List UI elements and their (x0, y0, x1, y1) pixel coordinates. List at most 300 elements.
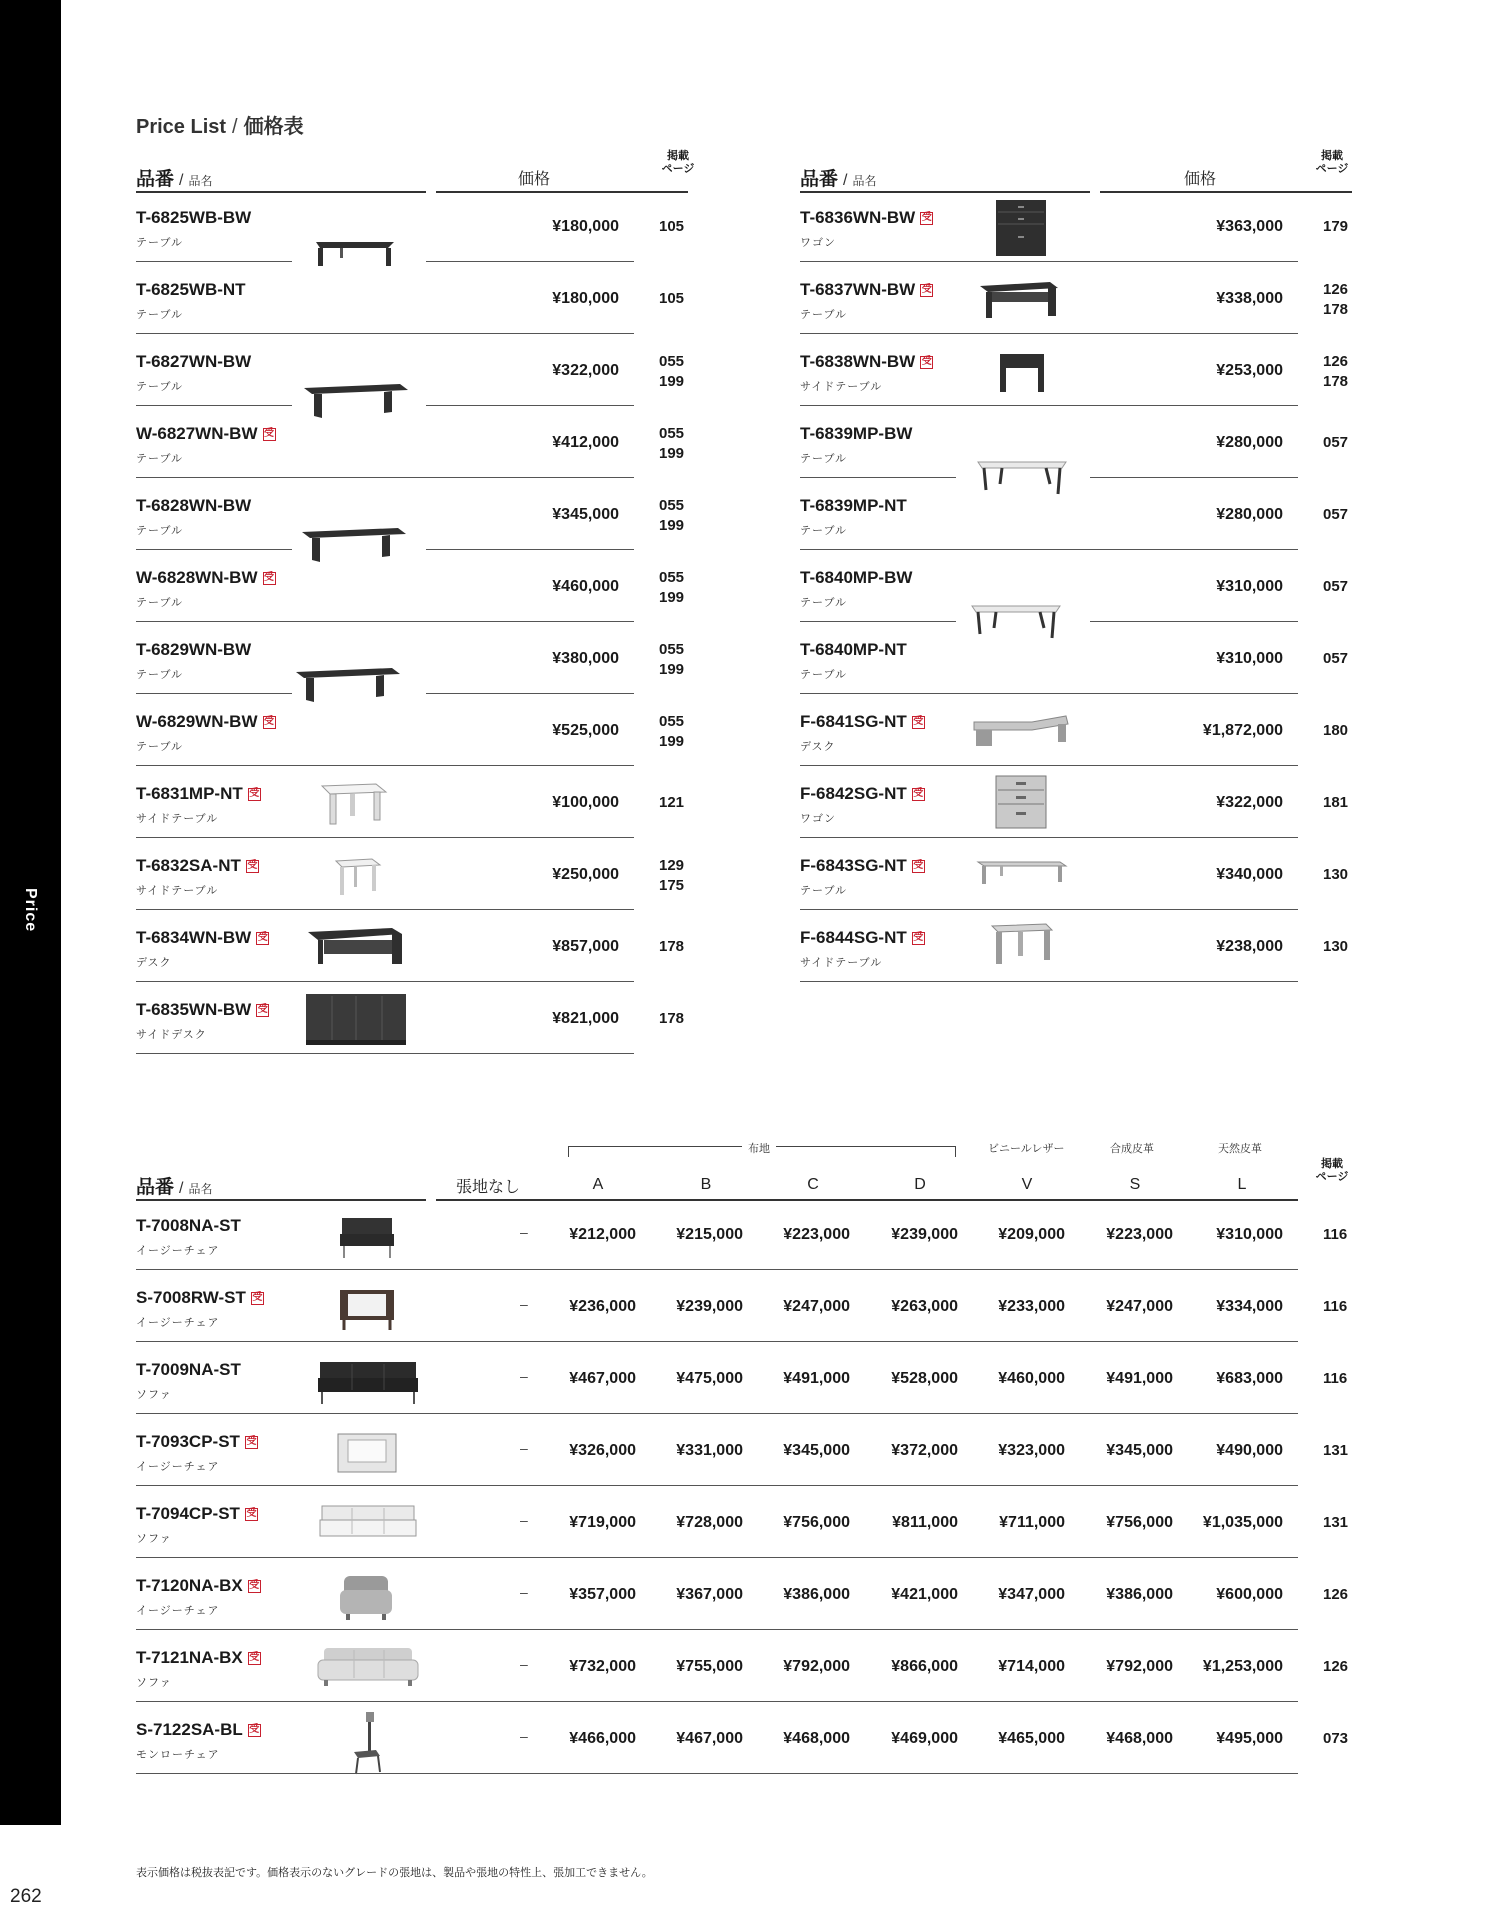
row-divider (136, 477, 634, 478)
order-badge-icon: 受 (264, 428, 274, 439)
row-divider (136, 765, 634, 766)
product-image (310, 236, 400, 275)
title-slash: / (232, 116, 238, 138)
product-code-text: T-7121NA-BX (136, 1648, 243, 1667)
product-code (800, 640, 907, 660)
order-badge-icon: 受 (921, 356, 932, 367)
product-code-text: T-6839MP-BW (800, 424, 913, 443)
product-image (316, 1644, 420, 1695)
product-name: イージーチェア (136, 1317, 220, 1329)
price-value: ¥412,000 (552, 434, 619, 451)
grade-price: ¥491,000 (783, 1370, 850, 1387)
page-ref: 199 (659, 733, 685, 750)
header-page (1310, 1158, 1354, 1184)
product-code (136, 1216, 241, 1236)
product-image (346, 1710, 386, 1781)
grade-price: ¥711,000 (999, 1514, 1065, 1531)
page-ref: 126 (1323, 353, 1349, 370)
header-price: 価格 (1184, 171, 1217, 188)
product-image (336, 1284, 398, 1339)
product-code-text: T-7009NA-ST (136, 1360, 241, 1379)
product-code (136, 1576, 261, 1596)
product-code (136, 1288, 264, 1308)
product-code-text: T-6840MP-BW (800, 568, 913, 587)
grade-price: ¥247,000 (1106, 1298, 1173, 1315)
grade-price: ¥683,000 (1216, 1370, 1283, 1387)
grade-price: ¥755,000 (676, 1658, 743, 1675)
order-badge-icon: 受 (257, 1004, 268, 1015)
header-name: 品名 (188, 174, 213, 188)
product-code-text: T-7120NA-BX (136, 1576, 243, 1595)
grade-column-header: D (914, 1176, 926, 1193)
title-ja: 価格表 (243, 116, 304, 138)
page-refs (1323, 721, 1348, 741)
product-name: テーブル (800, 597, 848, 609)
price-value: ¥345,000 (552, 506, 619, 523)
row-divider (800, 621, 956, 622)
order-badge-icon: 受 (913, 788, 924, 799)
page-ref: 057 (1323, 578, 1349, 595)
product-code-text: F-6843SG-NT (800, 856, 907, 875)
header-code: 品番 (136, 169, 175, 190)
product-code (800, 784, 925, 804)
row-divider (1090, 621, 1298, 622)
price-value: ¥180,000 (552, 218, 619, 235)
row-divider (136, 981, 634, 982)
product-name: デスク (136, 957, 172, 969)
grade-price: ¥310,000 (1216, 1226, 1283, 1243)
grade-column-header: S (1129, 1176, 1141, 1193)
page-refs (659, 217, 684, 237)
product-name: ソファ (136, 1533, 172, 1545)
grade-price: ¥811,000 (892, 1514, 958, 1531)
grade-price: ¥239,000 (891, 1226, 958, 1243)
product-code (136, 424, 276, 444)
product-image (304, 990, 408, 1053)
price-value: ¥100,000 (552, 794, 619, 811)
page-ref: 055 (659, 353, 685, 370)
grade-price: ¥468,000 (1106, 1730, 1173, 1747)
order-badge-icon: 受 (249, 1580, 260, 1591)
price-value: ¥857,000 (552, 938, 619, 955)
page-refs (1323, 505, 1348, 525)
product-name: テーブル (800, 453, 848, 465)
product-code-text: T-7008NA-ST (136, 1216, 241, 1235)
product-name: デスク (800, 741, 836, 753)
product-name: サイドテーブル (136, 813, 219, 825)
page-ref: 131 (1323, 1514, 1349, 1531)
order-badge-icon: 受 (247, 860, 258, 871)
product-name: テーブル (800, 669, 848, 681)
order-badge-icon: 受 (913, 716, 924, 727)
product-code (136, 352, 251, 372)
grade-price: ¥233,000 (998, 1298, 1065, 1315)
product-code (136, 1504, 258, 1524)
no-fabric-value: – (520, 1296, 528, 1312)
no-fabric-value: – (520, 1512, 528, 1528)
order-badge-icon: 受 (257, 932, 268, 943)
order-badge-icon: 受 (921, 212, 932, 223)
product-code (136, 856, 259, 876)
product-code-text: T-6837WN-BW (800, 280, 916, 299)
grade-price: ¥756,000 (1106, 1514, 1173, 1531)
product-name: ソファ (136, 1677, 172, 1689)
header-page-line2: ページ (661, 163, 695, 175)
row-divider (136, 1701, 1298, 1702)
product-name: ワゴン (800, 813, 836, 825)
product-code-text: W-6828WN-BW (136, 568, 258, 587)
product-code (136, 208, 251, 228)
footnote: 表示価格は税抜表記です。価格表示のないグレードの張地は、製品や張地の特性上、張加工できません。 (136, 1867, 653, 1879)
order-badge-icon: 受 (921, 284, 932, 295)
page-refs (1323, 352, 1348, 392)
title-en: Price List (136, 116, 227, 138)
product-image (318, 1500, 418, 1549)
grade-price: ¥223,000 (783, 1226, 850, 1243)
page-ref: 116 (1323, 1226, 1348, 1243)
product-name: イージーチェア (136, 1245, 220, 1257)
page-ref: 178 (1323, 373, 1349, 390)
order-badge-icon: 受 (249, 788, 260, 799)
page-refs (659, 1009, 684, 1029)
page-refs (1323, 217, 1348, 237)
row-divider (800, 765, 1298, 766)
product-code (136, 496, 251, 516)
product-image (336, 1572, 396, 1627)
page-ref: 129 (659, 857, 685, 874)
row-divider (800, 981, 1298, 982)
header-name: 品名 (188, 1182, 213, 1196)
price-value: ¥821,000 (552, 1010, 619, 1027)
no-fabric-value: – (520, 1584, 528, 1600)
grade-column-header: L (1237, 1176, 1247, 1193)
product-code-text: F-6844SG-NT (800, 928, 907, 947)
product-code-text: T-6835WN-BW (136, 1000, 252, 1019)
table-header (800, 164, 876, 191)
product-image (976, 856, 1068, 895)
page-refs (659, 856, 684, 896)
page-ref: 130 (1323, 866, 1349, 883)
product-code (136, 1000, 269, 1020)
order-badge-icon: 受 (246, 1508, 257, 1519)
product-code (136, 280, 246, 300)
product-code-text: T-6834WN-BW (136, 928, 252, 947)
product-code (800, 280, 933, 300)
page-refs (659, 793, 684, 813)
page-ref: 126 (1323, 1586, 1349, 1603)
product-code (800, 568, 912, 588)
grade-price: ¥460,000 (998, 1370, 1065, 1387)
header-underline (1100, 191, 1352, 193)
grade-price: ¥600,000 (1216, 1586, 1283, 1603)
header-code: 品番 (800, 169, 839, 190)
row-divider (136, 1341, 1298, 1342)
product-code-text: T-6840MP-NT (800, 640, 907, 659)
page-ref: 055 (659, 569, 685, 586)
page-ref: 199 (659, 661, 685, 678)
product-name: ワゴン (800, 237, 836, 249)
product-name: テーブル (136, 525, 184, 537)
grade-price: ¥212,000 (569, 1226, 636, 1243)
product-code-text: T-6829WN-BW (136, 640, 252, 659)
page-refs (1323, 865, 1348, 885)
page-ref: 199 (659, 517, 685, 534)
row-divider (800, 693, 1298, 694)
product-code-text: T-6831MP-NT (136, 784, 243, 803)
no-fabric-value: – (520, 1368, 528, 1384)
page-ref: 181 (1323, 794, 1349, 811)
price-value: ¥460,000 (552, 578, 619, 595)
header-underline (436, 191, 688, 193)
row-divider (136, 693, 292, 694)
product-image (992, 772, 1050, 839)
product-code (136, 568, 276, 588)
row-divider (136, 1413, 1298, 1414)
no-fabric-value: – (520, 1440, 528, 1456)
product-code (800, 496, 907, 516)
grade-price: ¥465,000 (998, 1730, 1065, 1747)
table-header (136, 1172, 212, 1199)
page-ref: 178 (659, 1010, 685, 1027)
row-divider (136, 549, 292, 550)
product-code (800, 856, 925, 876)
product-name: テーブル (136, 741, 184, 753)
grade-price: ¥345,000 (783, 1442, 850, 1459)
grade-price: ¥247,000 (783, 1298, 850, 1315)
page-number: 262 (10, 1886, 42, 1907)
table-header (136, 164, 212, 191)
product-code (136, 784, 261, 804)
row-divider (426, 405, 634, 406)
price-value: ¥250,000 (552, 866, 619, 883)
product-code (136, 712, 276, 732)
grade-price: ¥732,000 (569, 1658, 636, 1675)
row-divider (800, 909, 1298, 910)
header-page-line1: 掲載 (1321, 150, 1343, 162)
product-name: イージーチェア (136, 1461, 220, 1473)
grade-price: ¥345,000 (1106, 1442, 1173, 1459)
product-image (972, 712, 1070, 755)
grade-price: ¥756,000 (783, 1514, 850, 1531)
grade-price: ¥491,000 (1106, 1370, 1173, 1387)
product-image (292, 664, 402, 709)
grade-price: ¥263,000 (891, 1298, 958, 1315)
product-image (992, 198, 1050, 263)
product-image (990, 920, 1054, 973)
grade-price: ¥331,000 (676, 1442, 743, 1459)
product-code-text: F-6842SG-NT (800, 784, 907, 803)
side-bar (0, 0, 61, 1825)
page-ref: 116 (1323, 1370, 1348, 1387)
page-ref: 121 (659, 794, 685, 811)
grade-price: ¥326,000 (569, 1442, 636, 1459)
header-page (1310, 150, 1354, 176)
grade-price: ¥367,000 (676, 1586, 743, 1603)
page-refs (1323, 280, 1348, 320)
product-code-text: T-7094CP-ST (136, 1504, 240, 1523)
grade-price: ¥1,253,000 (1202, 1658, 1283, 1675)
header-underline (136, 1199, 426, 1201)
row-divider (426, 693, 634, 694)
product-image (316, 778, 390, 833)
product-image (306, 924, 404, 973)
product-image (298, 524, 408, 569)
grade-price: ¥792,000 (1106, 1658, 1173, 1675)
grade-price: ¥386,000 (1106, 1586, 1173, 1603)
product-name: ソファ (136, 1389, 172, 1401)
row-divider (136, 1053, 634, 1054)
product-name: サイドテーブル (800, 957, 883, 969)
product-code-text: T-6832SA-NT (136, 856, 241, 875)
product-name: テーブル (136, 237, 184, 249)
product-code-text: W-6829WN-BW (136, 712, 258, 731)
grade-column-header: V (1021, 1176, 1033, 1193)
product-image (332, 855, 382, 904)
product-name: テーブル (136, 309, 184, 321)
price-value: ¥322,000 (1216, 794, 1283, 811)
order-badge-icon: 受 (913, 860, 924, 871)
grade-price: ¥1,035,000 (1202, 1514, 1283, 1531)
grade-column-header: C (807, 1176, 819, 1193)
header-page-line1: 掲載 (1321, 1158, 1343, 1170)
header-price: 価格 (518, 171, 551, 188)
grade-price: ¥469,000 (891, 1730, 958, 1747)
price-value: ¥310,000 (1216, 650, 1283, 667)
order-badge-icon: 受 (252, 1292, 263, 1303)
price-value: ¥338,000 (1216, 290, 1283, 307)
page-refs (1323, 577, 1348, 597)
price-value: ¥310,000 (1216, 578, 1283, 595)
page-ref: 131 (1323, 1442, 1349, 1459)
grade-price: ¥728,000 (676, 1514, 743, 1531)
row-divider (136, 1773, 1298, 1774)
product-code-text: T-6827WN-BW (136, 352, 252, 371)
product-code-text: T-6828WN-BW (136, 496, 252, 515)
page-ref: 105 (659, 290, 685, 307)
grade-price: ¥334,000 (1216, 1298, 1283, 1315)
page-ref: 178 (659, 938, 685, 955)
product-code (136, 640, 251, 660)
page-refs (659, 568, 684, 608)
product-name: テーブル (136, 669, 184, 681)
row-divider (136, 405, 292, 406)
product-code (800, 712, 925, 732)
page-ref: 057 (1323, 650, 1349, 667)
product-name: テーブル (136, 381, 184, 393)
page-ref: 126 (1323, 281, 1349, 298)
product-name: テーブル (800, 309, 848, 321)
order-badge-icon: 受 (249, 1724, 260, 1735)
grade-price: ¥386,000 (783, 1586, 850, 1603)
header-page (656, 150, 700, 176)
product-code (800, 208, 933, 228)
grade-price: ¥792,000 (783, 1658, 850, 1675)
genuine-leather-label: 天然皮革 (1218, 1143, 1262, 1155)
page-ref: 180 (1323, 722, 1349, 739)
grade-price: ¥467,000 (569, 1370, 636, 1387)
row-divider (800, 333, 1298, 334)
row-divider (800, 549, 1298, 550)
product-name: イージーチェア (136, 1605, 220, 1617)
product-code (136, 1360, 241, 1380)
row-divider (800, 477, 956, 478)
row-divider (136, 1485, 1298, 1486)
header-name: 品名 (852, 174, 877, 188)
header-page-line1: 掲載 (667, 150, 689, 162)
page-ref: 055 (659, 425, 685, 442)
product-code-text: T-7093CP-ST (136, 1432, 240, 1451)
price-value: ¥363,000 (1216, 218, 1283, 235)
product-code-text: T-6836WN-BW (800, 208, 916, 227)
order-badge-icon: 受 (249, 1652, 260, 1663)
page-ref: 073 (1323, 1730, 1349, 1747)
product-code (136, 1432, 258, 1452)
product-image (978, 278, 1062, 327)
product-code-text: T-6825WB-BW (136, 208, 252, 227)
page-ref: 055 (659, 497, 685, 514)
product-code-text: T-6839MP-NT (800, 496, 907, 515)
product-code-text: S-7122SA-BL (136, 1720, 243, 1739)
page-ref: 178 (1323, 301, 1349, 318)
row-divider (426, 549, 634, 550)
page-ref: 175 (659, 877, 685, 894)
product-image (316, 1356, 420, 1413)
page-ref: 055 (659, 641, 685, 658)
price-value: ¥180,000 (552, 290, 619, 307)
product-name: モンローチェア (136, 1749, 220, 1761)
order-badge-icon: 受 (913, 932, 924, 943)
page-ref: 057 (1323, 434, 1349, 451)
row-divider (136, 1629, 1298, 1630)
synthetic-leather-label: 合成皮革 (1110, 1143, 1154, 1155)
header-page-line2: ページ (1315, 163, 1349, 175)
page-refs (659, 640, 684, 680)
page-refs (659, 424, 684, 464)
page-ref: 116 (1323, 1298, 1348, 1315)
side-tab-label: Price (22, 887, 39, 933)
product-code (800, 352, 933, 372)
price-value: ¥1,872,000 (1202, 722, 1283, 739)
product-code-text: T-6838WN-BW (800, 352, 916, 371)
product-code (800, 424, 912, 444)
order-badge-icon: 受 (246, 1436, 257, 1447)
price-value: ¥380,000 (552, 650, 619, 667)
page-ref: 105 (659, 218, 685, 235)
page-ref: 199 (659, 589, 685, 606)
page-ref: 126 (1323, 1658, 1349, 1675)
no-fabric-value: – (520, 1224, 528, 1240)
grade-price: ¥209,000 (998, 1226, 1065, 1243)
header-underline (436, 1199, 1298, 1201)
grade-column-header: B (700, 1176, 712, 1193)
header-underline (136, 191, 426, 193)
row-divider (136, 1557, 1298, 1558)
product-code-text: T-6825WB-NT (136, 280, 246, 299)
row-divider (136, 909, 634, 910)
grade-price: ¥347,000 (998, 1586, 1065, 1603)
product-name: テーブル (800, 525, 848, 537)
grade-price: ¥714,000 (998, 1658, 1065, 1675)
row-divider (1090, 477, 1298, 478)
page-ref: 199 (659, 373, 685, 390)
fabric-group-label: 布地 (742, 1140, 776, 1156)
page-ref: 179 (1323, 218, 1349, 235)
page-ref: 055 (659, 713, 685, 730)
product-code (136, 1720, 261, 1740)
header-slash: / (843, 172, 848, 189)
row-divider (136, 621, 634, 622)
page-refs (659, 712, 684, 752)
